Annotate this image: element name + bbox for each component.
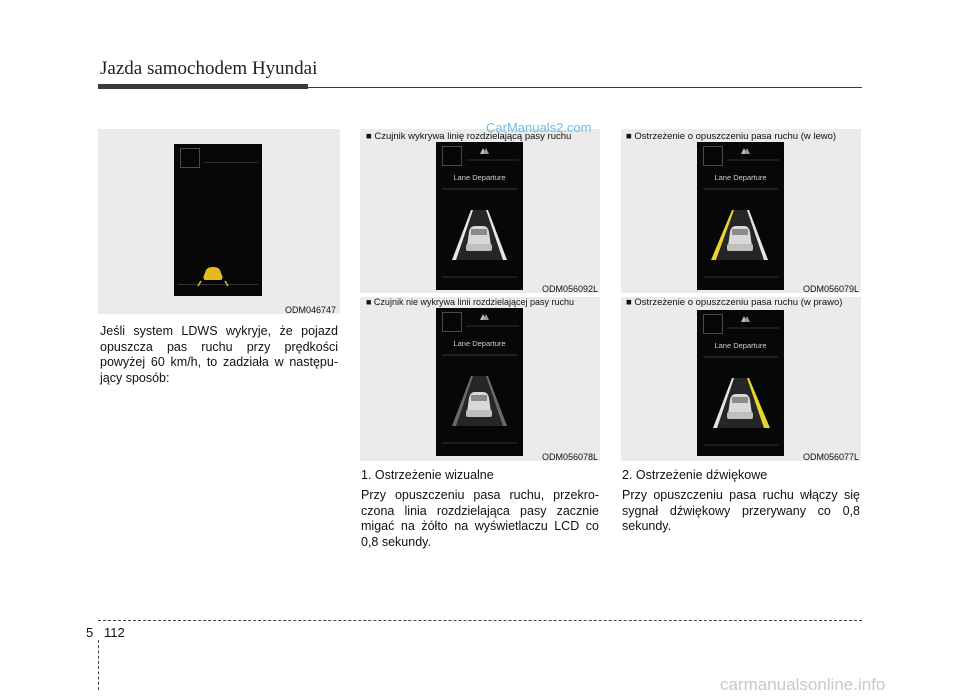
page-section-number: 5 bbox=[86, 625, 94, 640]
running-header: Jazda samochodem Hyundai bbox=[100, 58, 318, 79]
figure-code: ODM056077L bbox=[802, 452, 859, 462]
car-warning-icon bbox=[174, 144, 262, 296]
lane-departure-title: Lane Departure bbox=[453, 339, 506, 348]
visual-warning-heading: 1. Ostrzeżenie wizualne bbox=[361, 468, 494, 482]
lane-departure-display bbox=[436, 308, 523, 456]
figure-code: ODM056092L bbox=[541, 284, 598, 294]
figure-left-panel bbox=[98, 129, 340, 314]
lcd-screen-left bbox=[174, 144, 262, 296]
figure-code: ODM046747 bbox=[284, 305, 336, 315]
figure-panel-departure-left bbox=[621, 129, 861, 293]
watermark-bottom: carmanualsonline.info bbox=[720, 675, 886, 694]
figure-code: ODM056078L bbox=[541, 452, 598, 462]
page-number: 112 bbox=[104, 625, 125, 640]
lcd-screen bbox=[697, 310, 784, 456]
lane-departure-display bbox=[697, 310, 784, 456]
figure-panel-lane-detected bbox=[360, 129, 600, 293]
figure-panel-lane-not-detected bbox=[360, 297, 600, 461]
figure-caption: ■ Ostrzeżenie o opuszczeniu pasa ruchu (w lewo) bbox=[626, 131, 837, 142]
figure-caption: ■ Czujnik nie wykrywa linii rozdzielającej pasy ruchu bbox=[366, 297, 575, 307]
figure-code: ODM056079L bbox=[802, 284, 859, 294]
figure-caption: ■ Ostrzeżenie o opuszczeniu pasa ruchu (w prawo) bbox=[626, 297, 843, 308]
lane-departure-title: Lane Departure bbox=[714, 341, 767, 350]
footer-vertical-rule bbox=[98, 640, 99, 690]
lcd-screen bbox=[697, 142, 784, 290]
lane-departure-display bbox=[436, 142, 523, 290]
audio-warning-text: Przy opuszczeniu pasa ruchu włączy się sygnał dźwiękowy przerywany co 0,8 sekundy. bbox=[622, 488, 860, 533]
visual-warning-text: Przy opuszczeniu pasa ruchu, przekro-czona linia rozdzielająca pasy zacznie migać na żółto na wyświetlaczu LCD co 0,8 sekundy. bbox=[361, 488, 599, 549]
lane-departure-display bbox=[697, 142, 784, 290]
lane-departure-title: Lane Departure bbox=[714, 173, 767, 182]
lane-departure-title: Lane Departure bbox=[453, 173, 506, 182]
lcd-screen bbox=[436, 308, 523, 456]
lcd-screen bbox=[436, 142, 523, 290]
intro-paragraph: Jeśli system LDWS wykryje, że pojazd opuszcza pas ruchu przy prędkości powyżej 60 km/h, to zadziała w następu-jący sposób: bbox=[100, 324, 338, 385]
figure-caption: ■ Czujnik wykrywa linię rozdzielającą pasy ruchu bbox=[366, 131, 572, 142]
header-rule bbox=[98, 87, 862, 88]
audio-warning-heading: 2. Ostrzeżenie dźwiękowe bbox=[622, 468, 768, 482]
figure-panel-departure-right bbox=[621, 297, 861, 461]
footer-rule bbox=[98, 620, 862, 621]
watermark-top: CarManuals2.com bbox=[486, 120, 592, 135]
